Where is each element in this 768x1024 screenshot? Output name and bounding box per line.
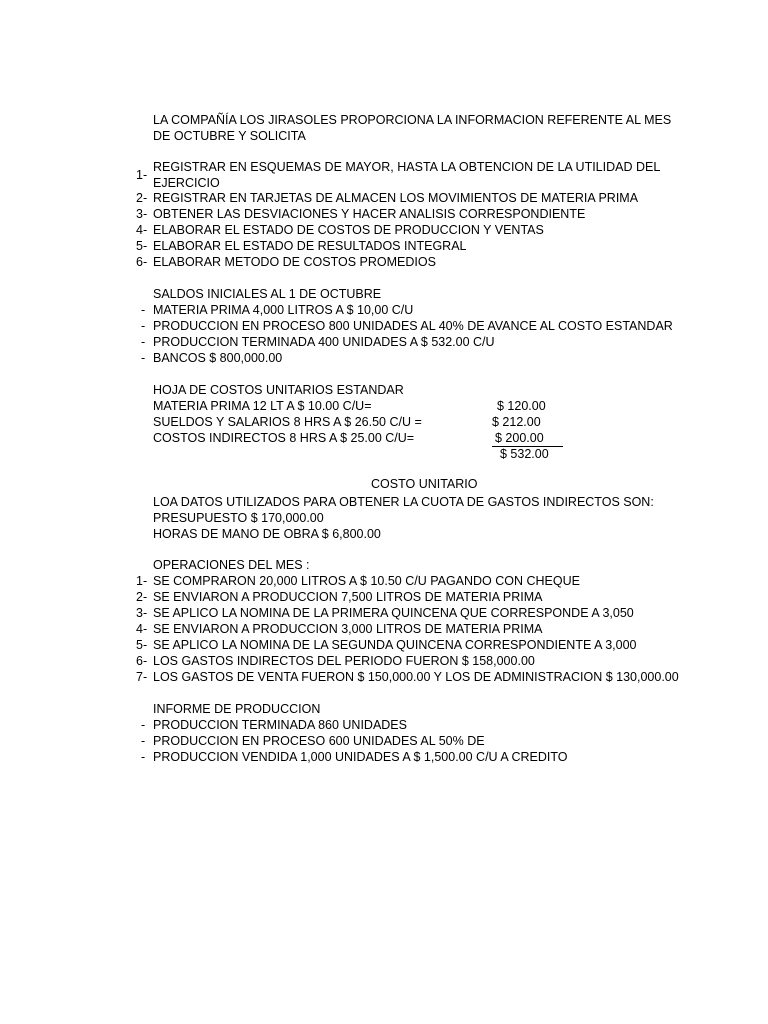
operacion-text: LOS GASTOS DE VENTA FUERON $ 150,000.00 Y LOS DE ADMINISTRACION $ 130,000.00 (153, 670, 679, 684)
hoja-caption: COSTO UNITARIO (371, 477, 478, 491)
task-text: REGISTRAR EN TARJETAS DE ALMACEN LOS MOVIMIENTOS DE MATERIA PRIMA (153, 191, 639, 205)
operacion-text: SE COMPRARON 20,000 LITROS A $ 10.50 C/U PAGANDO CON CHEQUE (153, 574, 580, 588)
informe-bullet: - (141, 734, 146, 748)
informe-heading: INFORME DE PRODUCCION (153, 702, 321, 716)
operacion-text: LOS GASTOS INDIRECTOS DEL PERIODO FUERON $ 158,000.00 (153, 654, 535, 668)
hoja-heading: HOJA DE COSTOS UNITARIOS ESTANDAR (153, 383, 404, 397)
operacion-text: SE APLICO LA NOMINA DE LA SEGUNDA QUINCENA CORRESPONDIENTE A 3,000 (153, 638, 637, 652)
task-text-continuation: EJERCICIO (153, 176, 220, 190)
operacion-number: 5- (136, 638, 148, 652)
saldos-bullet: - (141, 319, 146, 333)
operacion-number: 1- (136, 574, 148, 588)
saldos-item: MATERIA PRIMA 4,000 LITROS A $ 10,00 C/U (153, 303, 414, 317)
operacion-text: SE ENVIARON A PRODUCCION 7,500 LITROS DE MATERIA PRIMA (153, 590, 543, 604)
task-number: 4- (136, 223, 148, 237)
hoja-row-label: SUELDOS Y SALARIOS 8 HRS A $ 26.50 C/U = (153, 415, 422, 429)
cuota-line-2: PRESUPUESTO $ 170,000.00 (153, 511, 324, 525)
operacion-text: SE APLICO LA NOMINA DE LA PRIMERA QUINCENA QUE CORRESPONDE A 3,050 (153, 606, 634, 620)
saldos-bullet: - (141, 335, 146, 349)
task-text: ELABORAR EL ESTADO DE RESULTADOS INTEGRAL (153, 239, 467, 253)
operacion-number: 4- (136, 622, 148, 636)
hoja-row-amount: $ 212.00 (492, 415, 541, 429)
saldos-item: BANCOS $ 800,000.00 (153, 351, 283, 365)
operacion-number: 6- (136, 654, 148, 668)
hoja-row-amount: $ 120.00 (497, 399, 546, 413)
task-number: 2- (136, 191, 148, 205)
hoja-row-amount: $ 200.00 (495, 431, 544, 445)
informe-bullet: - (141, 718, 146, 732)
intro-line-2: DE OCTUBRE Y SOLICITA (153, 129, 306, 143)
hoja-row-label: MATERIA PRIMA 12 LT A $ 10.00 C/U= (153, 399, 372, 413)
saldos-bullet: - (141, 303, 146, 317)
intro-line-1: LA COMPAÑÍA LOS JIRASOLES PROPORCIONA LA INFORMACION REFERENTE AL MES (153, 113, 672, 127)
informe-bullet: - (141, 750, 146, 764)
operacion-number: 2- (136, 590, 148, 604)
cuota-line-3: HORAS DE MANO DE OBRA $ 6,800.00 (153, 527, 381, 541)
task-text: ELABORAR METODO DE COSTOS PROMEDIOS (153, 255, 436, 269)
hoja-row-label: COSTOS INDIRECTOS 8 HRS A $ 25.00 C/U= (153, 431, 415, 445)
task-number: 3- (136, 207, 148, 221)
cuota-line-1: LOA DATOS UTILIZADOS PARA OBTENER LA CUOTA DE GASTOS INDIRECTOS SON: (153, 495, 654, 509)
saldos-item: PRODUCCION EN PROCESO 800 UNIDADES AL 40% DE AVANCE AL COSTO ESTANDAR (153, 319, 673, 333)
task-text: OBTENER LAS DESVIACIONES Y HACER ANALISIS CORRESPONDIENTE (153, 207, 586, 221)
task-text: REGISTRAR EN ESQUEMAS DE MAYOR, HASTA LA OBTENCION DE LA UTILIDAD DEL (153, 160, 661, 174)
informe-item: PRODUCCION TERMINADA 860 UNIDADES (153, 718, 407, 732)
operacion-number: 3- (136, 606, 148, 620)
operacion-text: SE ENVIARON A PRODUCCION 3,000 LITROS DE MATERIA PRIMA (153, 622, 543, 636)
saldos-heading: SALDOS INICIALES AL 1 DE OCTUBRE (153, 287, 382, 301)
hoja-total: $ 532.00 (500, 447, 549, 461)
operacion-number: 7- (136, 670, 148, 684)
task-number: 6- (136, 255, 148, 269)
task-text: ELABORAR EL ESTADO DE COSTOS DE PRODUCCION Y VENTAS (153, 223, 544, 237)
informe-item: PRODUCCION VENDIDA 1,000 UNIDADES A $ 1,500.00 C/U A CREDITO (153, 750, 568, 764)
task-number: 1- (136, 168, 148, 182)
task-number: 5- (136, 239, 148, 253)
saldos-bullet: - (141, 351, 146, 365)
operaciones-heading: OPERACIONES DEL MES : (153, 558, 310, 572)
saldos-item: PRODUCCION TERMINADA 400 UNIDADES A $ 532.00 C/U (153, 335, 495, 349)
informe-item: PRODUCCION EN PROCESO 600 UNIDADES AL 50% DE (153, 734, 485, 748)
